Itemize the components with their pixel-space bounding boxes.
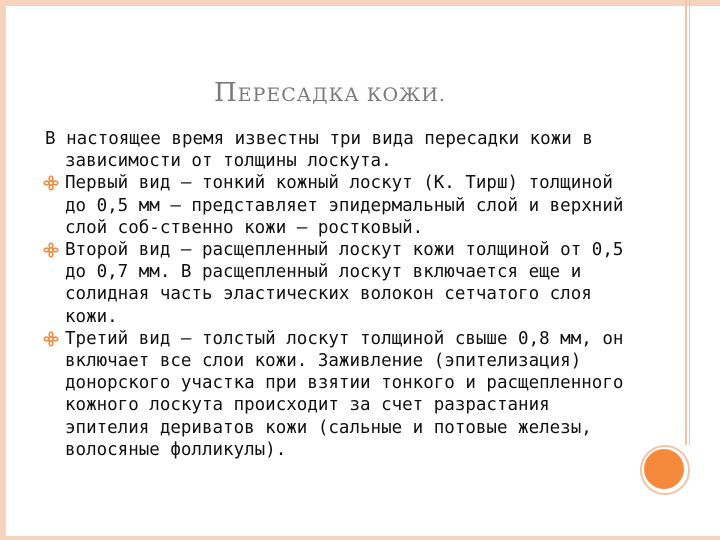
- decorative-circle-icon: [644, 449, 684, 489]
- intro-paragraph: В настоящее время известны три вида пересадки кожи в зависимости от толщины лоскута.: [45, 129, 593, 172]
- bullet-item: [45, 328, 625, 461]
- title-capital: П: [214, 78, 238, 108]
- gear-flower-icon: [43, 331, 59, 347]
- bullet-text: Третий вид — толстый лоскут толщиной свыше 0,8 мм, он включает все слои кожи. Заживление (эпителизация) донорского участка при взятии тонкого и расщепленного кожного лоскута происходит за счет разрастания эпителия дериватов кожи (сальные и потовые железы, волосяные фолликулы).: [65, 328, 624, 460]
- vertical-rule-thin: [689, 0, 690, 445]
- gear-flower-icon: [43, 175, 59, 191]
- title-rest: ЕРЕСАДКА КОЖИ.: [237, 84, 446, 106]
- slide-title: [0, 78, 660, 108]
- slide-body: [45, 128, 625, 461]
- bullet-item: [45, 172, 625, 239]
- bullet-text: Первый вид — тонкий кожный лоскут (К. Тирш) толщиной до 0,5 мм — представляет эпидермальный слой и верхний слой соб-ственно кожи — ростковый.: [65, 173, 624, 238]
- bullet-item: [45, 239, 625, 328]
- vertical-rule: [685, 0, 687, 445]
- gear-flower-icon: [43, 242, 59, 258]
- bullet-text: Второй вид — расщепленный лоскут кожи толщиной от 0,5 до 0,7 мм. В расщепленный лоскут включается еще и солидная часть эластических волокон сетчатого слоя кожи.: [65, 240, 624, 327]
- bottom-border: [0, 536, 720, 540]
- top-border: [0, 0, 720, 6]
